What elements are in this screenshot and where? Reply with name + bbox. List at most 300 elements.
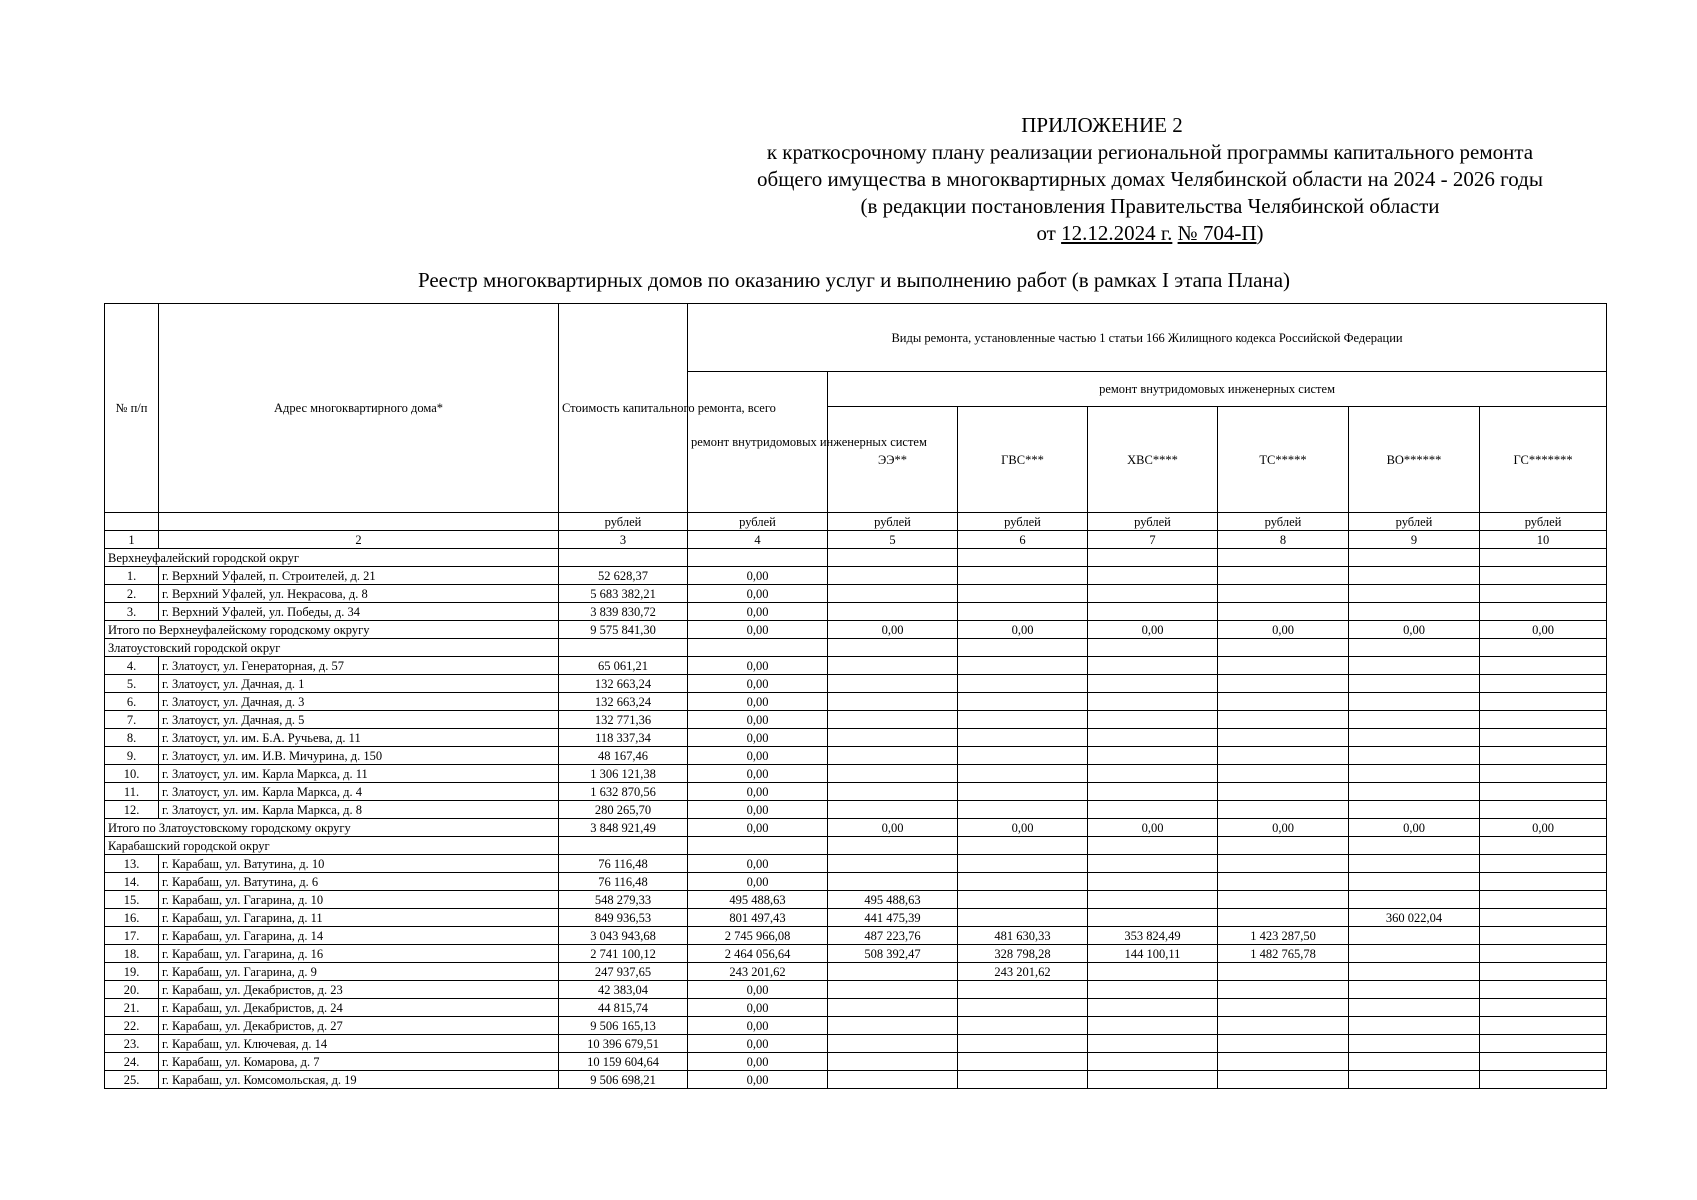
row-gs — [1480, 765, 1607, 783]
row-internal: 801 497,43 — [688, 909, 828, 927]
row-vo — [1349, 693, 1480, 711]
row-address: г. Златоуст, ул. им. И.В. Мичурина, д. 150 — [159, 747, 559, 765]
table-row — [105, 747, 1607, 765]
row-address: г. Карабаш, ул. Декабристов, д. 23 — [159, 981, 559, 999]
row-address: г. Карабаш, ул. Ключевая, д. 14 — [159, 1035, 559, 1053]
header-repair-types: Виды ремонта, установленные частью 1 статьи 166 Жилищного кодекса Российской Федерации — [688, 304, 1607, 372]
row-number: 12. — [105, 801, 159, 819]
row-address: г. Златоуст, ул. им. Карла Маркса, д. 8 — [159, 801, 559, 819]
table-row — [105, 657, 1607, 675]
row-vo — [1349, 1017, 1480, 1035]
row-internal: 0,00 — [688, 1035, 828, 1053]
empty-cell — [559, 837, 688, 855]
header-num: № п/п — [105, 304, 159, 513]
row-number: 4. — [105, 657, 159, 675]
row-internal: 243 201,62 — [688, 963, 828, 981]
row-total: 9 506 698,21 — [559, 1071, 688, 1089]
empty-cell — [559, 549, 688, 567]
row-total: 3 839 830,72 — [559, 603, 688, 621]
empty-cell — [1480, 837, 1607, 855]
row-total: 65 061,21 — [559, 657, 688, 675]
row-vo: 360 022,04 — [1349, 909, 1480, 927]
empty-cell — [559, 639, 688, 657]
row-gvs: 328 798,28 — [958, 945, 1088, 963]
row-address: г. Карабаш, ул. Комарова, д. 7 — [159, 1053, 559, 1071]
unit-cell: рублей — [688, 513, 828, 531]
row-address: г. Златоуст, ул. Дачная, д. 1 — [159, 675, 559, 693]
row-hvs — [1088, 747, 1218, 765]
empty-cell — [1349, 639, 1480, 657]
row-address: г. Карабаш, ул. Гагарина, д. 10 — [159, 891, 559, 909]
row-ee — [828, 1071, 958, 1089]
total-internal: 0,00 — [688, 621, 828, 639]
row-ee — [828, 657, 958, 675]
row-hvs — [1088, 1071, 1218, 1089]
row-gs — [1480, 747, 1607, 765]
row-gs — [1480, 585, 1607, 603]
row-ts — [1218, 981, 1349, 999]
row-vo — [1349, 999, 1480, 1017]
row-number: 21. — [105, 999, 159, 1017]
row-address: г. Златоуст, ул. Дачная, д. 3 — [159, 693, 559, 711]
empty-cell — [1218, 837, 1349, 855]
row-gvs — [958, 1035, 1088, 1053]
row-address: г. Карабаш, ул. Декабристов, д. 27 — [159, 1017, 559, 1035]
table-row — [105, 927, 1607, 945]
row-total: 76 116,48 — [559, 855, 688, 873]
row-gs — [1480, 999, 1607, 1017]
unit-cell: рублей — [1480, 513, 1607, 531]
row-gvs — [958, 765, 1088, 783]
row-gvs — [958, 873, 1088, 891]
row-hvs — [1088, 675, 1218, 693]
total-ts: 0,00 — [1218, 819, 1349, 837]
column-number: 4 — [688, 531, 828, 549]
table-row — [105, 585, 1607, 603]
appendix-label: ПРИЛОЖЕНИЕ 2 — [1021, 113, 1183, 137]
row-internal: 2 464 056,64 — [688, 945, 828, 963]
row-total: 44 815,74 — [559, 999, 688, 1017]
row-vo — [1349, 747, 1480, 765]
empty-cell — [688, 837, 828, 855]
column-number: 7 — [1088, 531, 1218, 549]
document-header — [700, 112, 1600, 247]
row-ee — [828, 567, 958, 585]
row-number: 9. — [105, 747, 159, 765]
row-address: г. Карабаш, ул. Ватутина, д. 6 — [159, 873, 559, 891]
row-vo — [1349, 1035, 1480, 1053]
row-ee — [828, 1017, 958, 1035]
row-total: 280 265,70 — [559, 801, 688, 819]
empty-cell — [1218, 639, 1349, 657]
row-address: г. Карабаш, ул. Гагарина, д. 14 — [159, 927, 559, 945]
total-hvs: 0,00 — [1088, 621, 1218, 639]
unit-cell: рублей — [1088, 513, 1218, 531]
row-internal: 0,00 — [688, 981, 828, 999]
total-gs: 0,00 — [1480, 819, 1607, 837]
header-internal-caption: ремонт внутридомовых инженерных систем — [828, 372, 1607, 407]
row-number: 10. — [105, 765, 159, 783]
section-name: Златоустовский городской округ — [105, 639, 559, 657]
table-row — [105, 693, 1607, 711]
row-ee: 495 488,63 — [828, 891, 958, 909]
header-line-2: к краткосрочному плану реализации региональной программы капитального ремонта — [766, 140, 1534, 164]
row-internal: 0,00 — [688, 711, 828, 729]
row-gs — [1480, 1071, 1607, 1089]
section-header-row — [105, 549, 1607, 567]
row-ee — [828, 693, 958, 711]
row-ts — [1218, 801, 1349, 819]
row-address: г. Карабаш, ул. Гагарина, д. 9 — [159, 963, 559, 981]
row-number: 14. — [105, 873, 159, 891]
row-hvs: 144 100,11 — [1088, 945, 1218, 963]
column-number: 5 — [828, 531, 958, 549]
header-ts: ТС***** — [1218, 407, 1349, 513]
row-number: 3. — [105, 603, 159, 621]
empty-cell — [958, 639, 1088, 657]
header-total: Стоимость капитального ремонта, всего — [559, 304, 688, 513]
column-numbers-row — [105, 531, 1607, 549]
table-row — [105, 603, 1607, 621]
section-name: Верхнеуфалейский городской округ — [105, 549, 559, 567]
total-label: Итого по Златоустовскому городскому округу — [105, 819, 559, 837]
empty-cell — [688, 639, 828, 657]
row-address: г. Карабаш, ул. Гагарина, д. 16 — [159, 945, 559, 963]
row-gvs — [958, 585, 1088, 603]
row-vo — [1349, 801, 1480, 819]
unit-cell: рублей — [958, 513, 1088, 531]
column-number: 10 — [1480, 531, 1607, 549]
row-vo — [1349, 729, 1480, 747]
row-gvs: 481 630,33 — [958, 927, 1088, 945]
column-number: 3 — [559, 531, 688, 549]
empty-cell — [1088, 639, 1218, 657]
row-gvs — [958, 1053, 1088, 1071]
header-line-4: (в редакции постановления Правительства Челябинской области — [860, 194, 1440, 218]
total-hvs: 0,00 — [1088, 819, 1218, 837]
row-vo — [1349, 1071, 1480, 1089]
row-gvs — [958, 657, 1088, 675]
header-gs: ГС******* — [1480, 407, 1607, 513]
unit-cell: рублей — [1349, 513, 1480, 531]
total-total: 9 575 841,30 — [559, 621, 688, 639]
row-gvs — [958, 567, 1088, 585]
total-total: 3 848 921,49 — [559, 819, 688, 837]
empty-cell — [1480, 639, 1607, 657]
empty-cell — [828, 639, 958, 657]
column-number: 1 — [105, 531, 159, 549]
row-total: 3 043 943,68 — [559, 927, 688, 945]
row-ee — [828, 585, 958, 603]
row-ee — [828, 981, 958, 999]
table-row — [105, 711, 1607, 729]
row-vo — [1349, 567, 1480, 585]
section-header-row — [105, 837, 1607, 855]
row-address: г. Верхний Уфалей, п. Строителей, д. 21 — [159, 567, 559, 585]
row-total: 849 936,53 — [559, 909, 688, 927]
row-gs — [1480, 945, 1607, 963]
row-hvs — [1088, 873, 1218, 891]
row-gvs — [958, 693, 1088, 711]
row-gvs — [958, 603, 1088, 621]
header-ee: ЭЭ** — [828, 407, 958, 513]
row-number: 23. — [105, 1035, 159, 1053]
table-row — [105, 855, 1607, 873]
row-total: 2 741 100,12 — [559, 945, 688, 963]
row-internal: 0,00 — [688, 999, 828, 1017]
row-internal: 2 745 966,08 — [688, 927, 828, 945]
unit-cell: рублей — [559, 513, 688, 531]
row-gs — [1480, 783, 1607, 801]
row-total: 132 771,36 — [559, 711, 688, 729]
unit-cell-empty — [105, 513, 159, 531]
row-gs — [1480, 729, 1607, 747]
row-number: 11. — [105, 783, 159, 801]
row-number: 22. — [105, 1017, 159, 1035]
row-number: 6. — [105, 693, 159, 711]
resolution-date: 12.12.2024 г. — [1061, 221, 1173, 245]
section-name: Карабашский городской округ — [105, 837, 559, 855]
table-row — [105, 567, 1607, 585]
row-hvs — [1088, 783, 1218, 801]
header-line-3: общего имущества в многоквартирных домах Челябинской области на 2024 - 2026 годы — [757, 167, 1543, 191]
row-ee — [828, 999, 958, 1017]
table-row — [105, 891, 1607, 909]
row-ee: 441 475,39 — [828, 909, 958, 927]
empty-cell — [1349, 837, 1480, 855]
row-internal: 0,00 — [688, 783, 828, 801]
row-address: г. Верхний Уфалей, ул. Некрасова, д. 8 — [159, 585, 559, 603]
row-number: 25. — [105, 1071, 159, 1089]
row-ts — [1218, 765, 1349, 783]
row-ts — [1218, 783, 1349, 801]
table-row — [105, 783, 1607, 801]
row-ts: 1 423 287,50 — [1218, 927, 1349, 945]
row-address: г. Златоуст, ул. им. Б.А. Ручьева, д. 11 — [159, 729, 559, 747]
row-hvs — [1088, 567, 1218, 585]
row-gvs — [958, 783, 1088, 801]
row-ee — [828, 855, 958, 873]
row-address: г. Карабаш, ул. Декабристов, д. 24 — [159, 999, 559, 1017]
row-ts — [1218, 603, 1349, 621]
row-gs — [1480, 711, 1607, 729]
row-gvs — [958, 1017, 1088, 1035]
row-vo — [1349, 585, 1480, 603]
resolution-number: № 704-П — [1177, 221, 1257, 245]
row-number: 5. — [105, 675, 159, 693]
row-gs — [1480, 963, 1607, 981]
row-hvs — [1088, 765, 1218, 783]
row-gs — [1480, 603, 1607, 621]
row-ee — [828, 675, 958, 693]
row-number: 8. — [105, 729, 159, 747]
row-gvs — [958, 1071, 1088, 1089]
row-hvs — [1088, 603, 1218, 621]
column-number: 8 — [1218, 531, 1349, 549]
row-ee — [828, 963, 958, 981]
header-address: Адрес многоквартирного дома* — [159, 304, 559, 513]
empty-cell — [1349, 549, 1480, 567]
row-vo — [1349, 945, 1480, 963]
table-row — [105, 1017, 1607, 1035]
row-address: г. Верхний Уфалей, ул. Победы, д. 34 — [159, 603, 559, 621]
header-line-5-prefix: от — [1036, 221, 1062, 245]
row-hvs: 353 824,49 — [1088, 927, 1218, 945]
row-internal: 0,00 — [688, 693, 828, 711]
total-gvs: 0,00 — [958, 819, 1088, 837]
row-hvs — [1088, 981, 1218, 999]
row-gvs — [958, 855, 1088, 873]
row-ts — [1218, 909, 1349, 927]
header-line-5-suffix: ) — [1256, 221, 1264, 245]
total-gs: 0,00 — [1480, 621, 1607, 639]
header-gvs: ГВС*** — [958, 407, 1088, 513]
row-vo — [1349, 603, 1480, 621]
row-ee — [828, 1035, 958, 1053]
row-gs — [1480, 909, 1607, 927]
row-internal: 0,00 — [688, 765, 828, 783]
row-internal: 0,00 — [688, 675, 828, 693]
row-vo — [1349, 783, 1480, 801]
row-gvs — [958, 999, 1088, 1017]
row-ts — [1218, 675, 1349, 693]
row-internal: 0,00 — [688, 729, 828, 747]
row-gvs — [958, 729, 1088, 747]
row-address: г. Златоуст, ул. им. Карла Маркса, д. 11 — [159, 765, 559, 783]
row-gs — [1480, 891, 1607, 909]
row-internal: 0,00 — [688, 747, 828, 765]
row-internal: 0,00 — [688, 1071, 828, 1089]
row-gs — [1480, 693, 1607, 711]
row-internal: 0,00 — [688, 657, 828, 675]
row-internal: 0,00 — [688, 801, 828, 819]
row-hvs — [1088, 909, 1218, 927]
empty-cell — [1480, 549, 1607, 567]
row-ts — [1218, 999, 1349, 1017]
row-number: 2. — [105, 585, 159, 603]
row-hvs — [1088, 1053, 1218, 1071]
row-gs — [1480, 1035, 1607, 1053]
row-ts — [1218, 693, 1349, 711]
row-hvs — [1088, 693, 1218, 711]
row-total: 1 632 870,56 — [559, 783, 688, 801]
empty-cell — [958, 837, 1088, 855]
row-hvs — [1088, 1035, 1218, 1053]
row-ee: 508 392,47 — [828, 945, 958, 963]
row-gs — [1480, 1017, 1607, 1035]
row-total: 76 116,48 — [559, 873, 688, 891]
row-gvs — [958, 981, 1088, 999]
row-vo — [1349, 711, 1480, 729]
row-ee — [828, 729, 958, 747]
row-ts — [1218, 747, 1349, 765]
row-number: 18. — [105, 945, 159, 963]
row-internal: 0,00 — [688, 1053, 828, 1071]
registry-table — [104, 303, 1607, 1089]
row-total: 548 279,33 — [559, 891, 688, 909]
table-body — [105, 549, 1607, 1089]
row-hvs — [1088, 801, 1218, 819]
row-gs — [1480, 675, 1607, 693]
table-row — [105, 1053, 1607, 1071]
table-row — [105, 963, 1607, 981]
total-ee: 0,00 — [828, 819, 958, 837]
header-vo: ВО****** — [1349, 407, 1480, 513]
row-ts — [1218, 729, 1349, 747]
table-row — [105, 765, 1607, 783]
row-gs — [1480, 855, 1607, 873]
unit-cell: рублей — [828, 513, 958, 531]
row-ee — [828, 747, 958, 765]
row-hvs — [1088, 1017, 1218, 1035]
units-row — [105, 513, 1607, 531]
row-number: 19. — [105, 963, 159, 981]
row-vo — [1349, 1053, 1480, 1071]
row-ts — [1218, 1071, 1349, 1089]
row-total: 9 506 165,13 — [559, 1017, 688, 1035]
row-vo — [1349, 657, 1480, 675]
row-ee — [828, 801, 958, 819]
empty-cell — [1218, 549, 1349, 567]
row-ts — [1218, 1053, 1349, 1071]
row-gs — [1480, 981, 1607, 999]
row-vo — [1349, 927, 1480, 945]
section-total-row — [105, 621, 1607, 639]
row-ts — [1218, 855, 1349, 873]
row-hvs — [1088, 711, 1218, 729]
empty-cell — [1088, 837, 1218, 855]
row-internal: 0,00 — [688, 585, 828, 603]
row-total: 10 396 679,51 — [559, 1035, 688, 1053]
row-address: г. Златоуст, ул. Генераторная, д. 57 — [159, 657, 559, 675]
row-gs — [1480, 1053, 1607, 1071]
header-line-5 — [700, 220, 1600, 247]
row-internal: 0,00 — [688, 567, 828, 585]
header-hvs: ХВС**** — [1088, 407, 1218, 513]
row-total: 48 167,46 — [559, 747, 688, 765]
row-total: 247 937,65 — [559, 963, 688, 981]
table-header — [105, 304, 1607, 549]
table-row — [105, 945, 1607, 963]
row-total: 10 159 604,64 — [559, 1053, 688, 1071]
empty-cell — [1088, 549, 1218, 567]
total-vo: 0,00 — [1349, 819, 1480, 837]
row-gvs — [958, 801, 1088, 819]
row-ee — [828, 765, 958, 783]
row-ts — [1218, 1017, 1349, 1035]
row-ts — [1218, 1035, 1349, 1053]
row-vo — [1349, 873, 1480, 891]
row-gvs — [958, 747, 1088, 765]
row-vo — [1349, 855, 1480, 873]
total-ee: 0,00 — [828, 621, 958, 639]
row-ee — [828, 783, 958, 801]
row-number: 1. — [105, 567, 159, 585]
row-hvs — [1088, 585, 1218, 603]
row-internal: 495 488,63 — [688, 891, 828, 909]
total-ts: 0,00 — [1218, 621, 1349, 639]
column-number: 9 — [1349, 531, 1480, 549]
table-row — [105, 1071, 1607, 1089]
row-vo — [1349, 981, 1480, 999]
row-vo — [1349, 963, 1480, 981]
unit-cell-empty — [159, 513, 559, 531]
row-gs — [1480, 567, 1607, 585]
section-header-row — [105, 639, 1607, 657]
row-address: г. Карабаш, ул. Комсомольская, д. 19 — [159, 1071, 559, 1089]
column-number: 2 — [159, 531, 559, 549]
row-number: 17. — [105, 927, 159, 945]
